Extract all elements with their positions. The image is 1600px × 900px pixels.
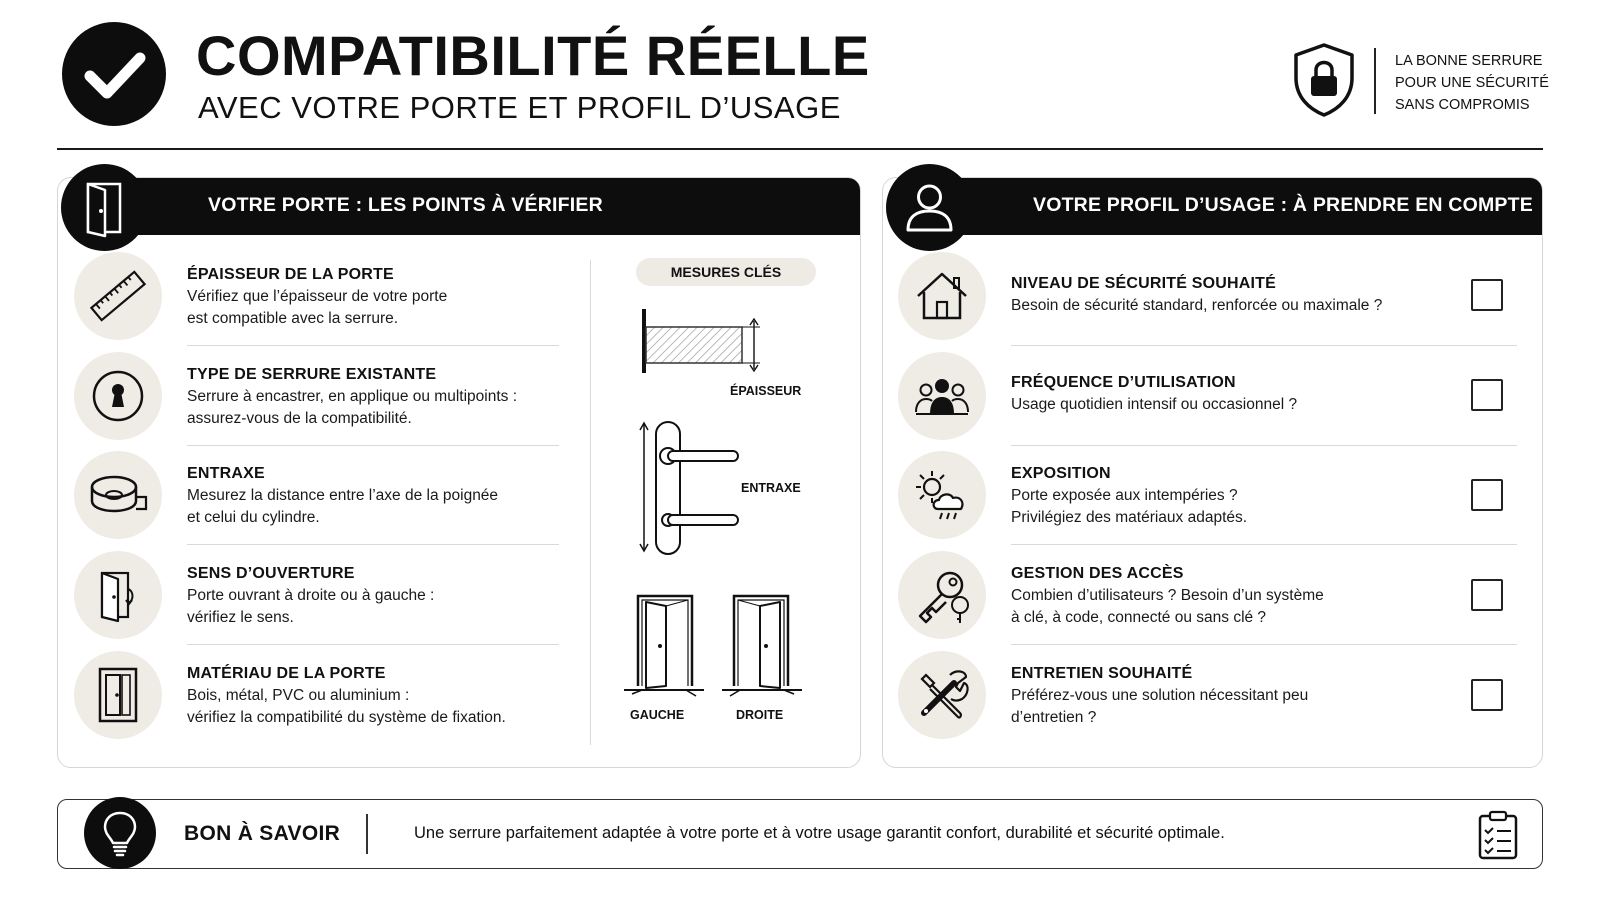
item-desc-line: Serrure à encastrer, en applique ou multipoints : [187, 388, 517, 405]
item-title: EXPOSITION [1011, 465, 1111, 482]
door-left-label: GAUCHE [630, 708, 685, 722]
checkbox-entretien[interactable] [1471, 679, 1503, 711]
item-desc [1011, 685, 1308, 729]
door-icon [61, 164, 148, 251]
item-separator [1011, 345, 1517, 346]
key-icon [898, 551, 986, 639]
thickness-label: ÉPAISSEUR [730, 384, 802, 398]
brand-line: POUR UNE SÉCURITÉ [1395, 75, 1549, 91]
item-desc [187, 286, 447, 330]
tape-measure-icon [74, 451, 162, 539]
shield-lock-icon [1292, 42, 1356, 118]
item-desc-line: Privilégiez des matériaux adaptés. [1011, 509, 1248, 526]
item-desc [1011, 485, 1247, 529]
checkbox-frequence[interactable] [1471, 379, 1503, 411]
header-divider [57, 148, 1543, 150]
item-title: TYPE DE SERRURE EXISTANTE [187, 366, 437, 383]
item-title: MATÉRIAU DE LA PORTE [187, 665, 386, 682]
house-icon [898, 252, 986, 340]
door-right-diagram [722, 590, 802, 702]
usage-panel [882, 177, 1543, 768]
item-separator [1011, 544, 1517, 545]
item-separator [187, 644, 559, 645]
item-separator [187, 445, 559, 446]
item-separator [187, 345, 559, 346]
footer-title: BON À SAVOIR [184, 822, 341, 845]
item-separator [1011, 644, 1517, 645]
item-desc-line: vérifiez le sens. [187, 609, 294, 626]
item-desc-line: vérifiez la compatibilité du système de fixation. [187, 709, 506, 726]
mesures-pill: MESURES CLÉS [636, 258, 816, 286]
item-desc-line: Mesurez la distance entre l’axe de la poignée [187, 487, 499, 504]
item-desc-line: Besoin de sécurité standard, renforcée ou maximale ? [1011, 297, 1383, 314]
item-title: ENTRAXE [187, 465, 265, 482]
page-subtitle: AVEC VOTRE PORTE ET PROFIL D’USAGE [198, 90, 841, 125]
keyhole-icon [74, 352, 162, 440]
ruler-icon [74, 252, 162, 340]
item-title: ÉPAISSEUR DE LA PORTE [187, 266, 394, 283]
usage-panel-header [923, 178, 1542, 235]
item-desc-line: Bois, métal, PVC ou aluminium : [187, 687, 410, 704]
item-desc-line: Porte exposée aux intempéries ? [1011, 487, 1238, 504]
item-desc-line: Préférez-vous une solution nécessitant peu [1011, 687, 1309, 704]
door-panel-title: VOTRE PORTE : LES POINTS À VÉRIFIER [208, 194, 603, 216]
lightbulb-icon [84, 797, 156, 869]
item-title: NIVEAU DE SÉCURITÉ SOUHAITÉ [1011, 275, 1276, 292]
users-icon [898, 352, 986, 440]
clipboard-checklist-icon [1476, 810, 1520, 860]
item-desc [187, 386, 517, 430]
door-material-icon [74, 651, 162, 739]
item-title: SENS D’OUVERTURE [187, 565, 355, 582]
footer-tip [57, 799, 1543, 869]
usage-panel-title: VOTRE PROFIL D’USAGE : À PRENDRE EN COMPTE [1033, 194, 1533, 216]
item-desc-line: Usage quotidien intensif ou occasionnel ? [1011, 396, 1298, 413]
item-desc [1011, 394, 1297, 416]
thickness-diagram [636, 303, 766, 383]
tools-icon [898, 651, 986, 739]
header [0, 0, 1600, 150]
brand-divider [1374, 48, 1376, 114]
footer-text: Une serrure parfaitement adaptée à votre porte et à votre usage garantit confort, durabilité et sécurité optimale. [414, 824, 1225, 842]
weather-icon [898, 451, 986, 539]
footer-divider [366, 814, 368, 854]
item-desc-line: d’entretien ? [1011, 709, 1097, 726]
user-icon [886, 164, 973, 251]
brand-line: LA BONNE SERRURE [1395, 53, 1543, 69]
item-desc [187, 585, 434, 629]
item-desc [187, 485, 498, 529]
brand-tagline [1395, 50, 1549, 116]
item-desc [1011, 585, 1324, 629]
item-desc [187, 685, 506, 729]
item-separator [1011, 445, 1517, 446]
entraxe-diagram [628, 420, 758, 560]
item-desc-line: et celui du cylindre. [187, 509, 320, 526]
item-desc-line: Porte ouvrant à droite ou à gauche : [187, 587, 435, 604]
door-opening-icon [74, 551, 162, 639]
checkbox-exposition[interactable] [1471, 479, 1503, 511]
checkbox-acces[interactable] [1471, 579, 1503, 611]
item-title: FRÉQUENCE D’UTILISATION [1011, 374, 1236, 391]
brand-line: SANS COMPROMIS [1395, 97, 1530, 113]
entraxe-label: ENTRAXE [741, 481, 801, 495]
item-title: GESTION DES ACCÈS [1011, 565, 1184, 582]
item-desc-line: assurez-vous de la compatibilité. [187, 410, 412, 427]
door-panel-header [98, 178, 860, 235]
checkbox-securite[interactable] [1471, 279, 1503, 311]
checkmark-icon [62, 22, 166, 126]
item-desc-line: est compatible avec la serrure. [187, 310, 399, 327]
item-desc-line: Vérifiez que l’épaisseur de votre porte [187, 288, 448, 305]
door-left-diagram [624, 590, 704, 702]
door-right-label: DROITE [736, 708, 784, 722]
item-desc [1011, 295, 1382, 317]
item-desc-line: à clé, à code, connecté ou sans clé ? [1011, 609, 1267, 626]
column-divider [590, 260, 591, 745]
door-panel [57, 177, 861, 768]
item-desc-line: Combien d’utilisateurs ? Besoin d’un système [1011, 587, 1324, 604]
item-separator [187, 544, 559, 545]
item-title: ENTRETIEN SOUHAITÉ [1011, 665, 1193, 682]
page-title: COMPATIBILITÉ RÉELLE [196, 24, 870, 87]
